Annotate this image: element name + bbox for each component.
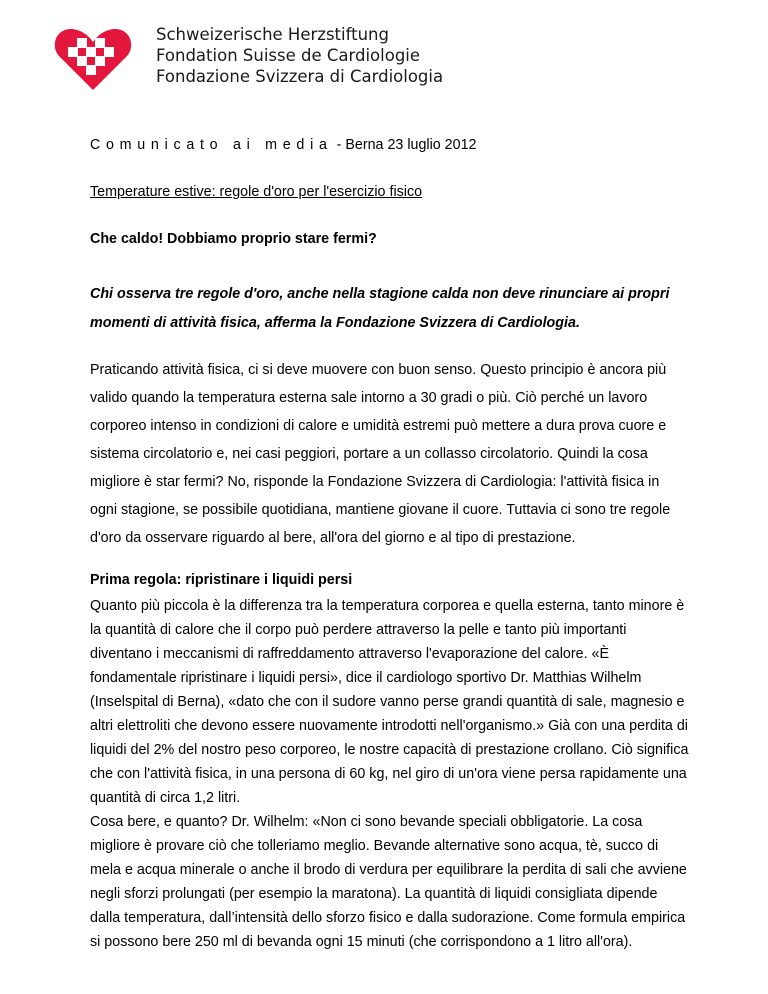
org-name-it: Fondazione Svizzera di Cardiologia xyxy=(156,67,444,86)
press-label: Comunicato ai media xyxy=(90,137,333,153)
topic-line: Temperature estive: regole d'oro per l'esercizio fisico xyxy=(90,184,423,200)
rule1-paragraph-1: Quanto più piccola è la differenza tra la temperatura corporea e quella esterna, tanto minore è la quantità di calore che il corpo può perdere attraverso la pelle e tanto più importanti diventano i meccanismi di raffreddamento attraverso l'evaporazione del calore. «È fondamentale ripristinare i liquidi persi», dice il cardiologo sportivo Dr. Matthias Wilhelm (Inselspital di Berna), «dato che con il sudore vanno perse grandi quantità di sale, magnesio e altri elettroliti che devono essere nuovamente introdotti nell'organismo.» Già con una perdita di liquidi del 2% del nostro peso corporeo, le nostre capacità di prestazione crollano. Ciò significa che con l'attività fisica, in una persona di 60 kg, nel giro di un'ora viene persa rapidamente una quantità di circa 1,2 litri. xyxy=(90,598,689,806)
press-dateline: - Berna 23 luglio 2012 xyxy=(336,137,477,153)
press-meta-line xyxy=(90,135,690,155)
org-name-fr: Fondation Suisse de Cardiologie xyxy=(156,46,421,65)
rule1-paragraph-2: Cosa bere, e quanto? Dr. Wilhelm: «Non ci sono bevande speciali obbligatorie. La cosa migliore è provare ciò che tolleriamo meglio. Bevande alternative sono acqua, tè, succo di mela e acqua minerale o anche il brodo di verdura per equilibrare la perdita di sali che avviene negli sforzi prolungati (per esempio la maratona). La quantità di liquidi consigliata dipende dalla temperatura, dall’intensità dello sforzo fisico e dalla sudorazione. Come formula empirica si possono bere 250 ml di bevanda ogni 15 minuti (che corrispondono a 1 litro all'ora). xyxy=(90,814,687,950)
heart-logo-icon xyxy=(54,26,132,92)
intro-paragraph: Praticando attività fisica, ci si deve muovere con buon senso. Questo principio è ancora più valido quando la temperatura esterna sale intorno a 30 gradi o più. Ciò perché un lavoro corporeo intenso in condizioni di calore e umidità estremi può mettere a dura prova cuore e sistema circolatorio e, nei casi peggiori, portare a un collasso circolatorio. Quindi la cosa migliore è star fermi? No, risponde la Fondazione Svizzera di Cardiologia: l'attività fisica in ogni stagione, se possibile quotidiana, mantiene giovane il cuore. Tuttavia ci sono tre regole d'oro da osservare riguardo al bere, all'ora del giorno e al tipo di prestazione. xyxy=(90,362,671,546)
press-release-body xyxy=(90,135,690,954)
lead-paragraph: Chi osserva tre regole d'oro, anche nella stagione calda non deve rinunciare ai propri momenti di attività fisica, afferma la Fondazione Svizzera di Cardiologia. xyxy=(90,286,670,331)
organization-names xyxy=(156,24,443,87)
org-name-de: Schweizerische Herzstiftung xyxy=(156,25,389,44)
rule1-title: Prima regola: ripristinare i liquidi persi xyxy=(90,572,353,588)
headline: Che caldo! Dobbiamo proprio stare fermi? xyxy=(90,231,377,247)
